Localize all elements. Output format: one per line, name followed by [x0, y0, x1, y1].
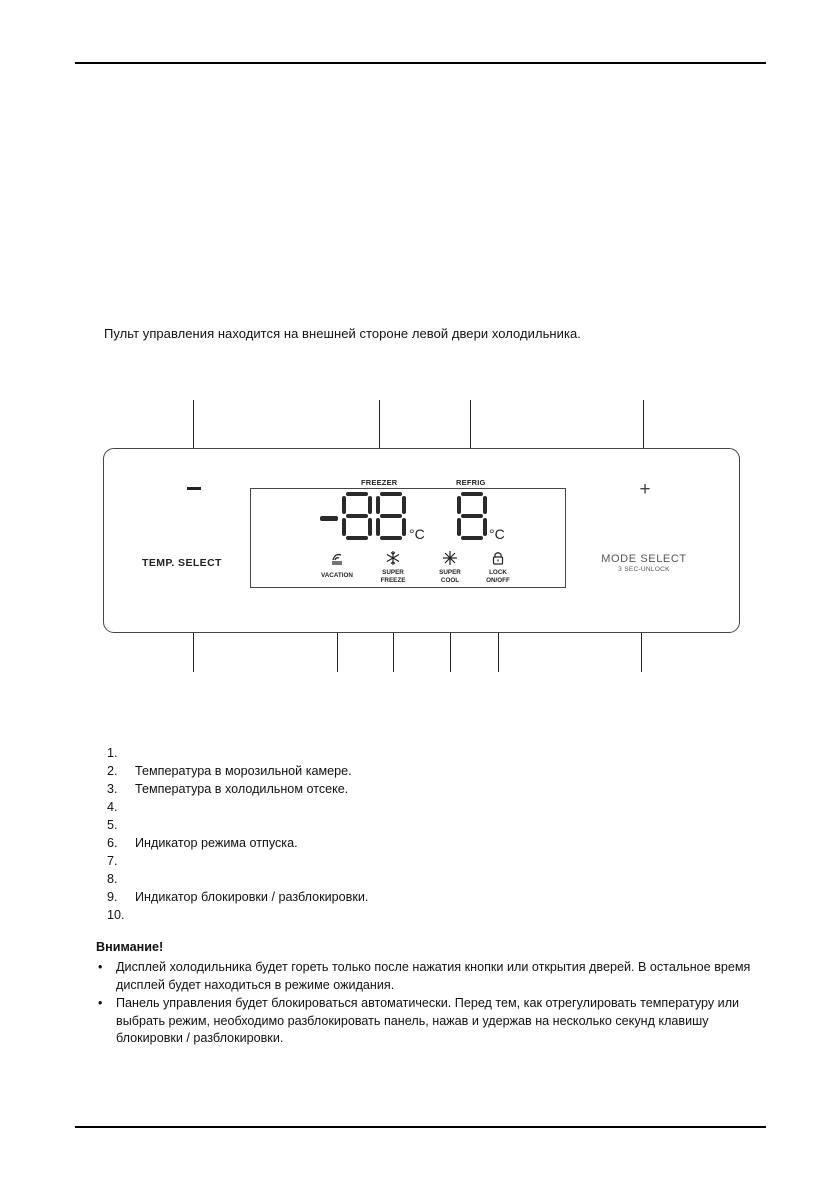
super-cool-label-line-1: SUPER — [439, 569, 461, 576]
list-item-number: 10. — [107, 908, 125, 922]
freezer-digit-1 — [342, 492, 372, 540]
snowflake-icon — [385, 550, 401, 566]
warning-bullet-text: Панель управления будет блокироваться автоматически. Перед тем, как отрегулировать температуру или выбрать режим, необходимо разблокировать панель, нажав и удержав на несколько секунд клавишу блокировки / разблокировки. — [116, 996, 740, 1045]
warning-bullet-text: Дисплей холодильника будет гореть только после нажатия кнопки или открытия дверей. В остальное время дисплей будет находиться в режиме ожидания. — [116, 960, 751, 992]
warning-title: Внимание! — [96, 940, 164, 954]
list-item-number: 8. — [107, 872, 118, 886]
refrig-label: REFRIG — [456, 478, 486, 487]
list-item-number: 4. — [107, 800, 118, 814]
super-freeze-label-line-2: FREEZE — [380, 576, 406, 584]
refrig-digit — [457, 492, 487, 540]
freezer-label: FREEZER — [361, 478, 398, 487]
list-item-number: 2. — [107, 764, 118, 778]
list-item-number: 5. — [107, 818, 118, 832]
list-item-number: 9. — [107, 890, 118, 904]
bullet-dot: • — [98, 996, 103, 1010]
super-freeze-label-line-1: SUPER — [382, 569, 404, 576]
temp-select-button[interactable]: TEMP. SELECT — [142, 557, 222, 569]
footer-rule — [75, 1126, 766, 1128]
lock-label-line-2: ON/OFF — [486, 576, 510, 584]
intro-text: Пульт управления находится на внешней стороне левой двери холодильника. — [104, 326, 581, 341]
list-item-text: Температура в морозильной камере. — [135, 764, 352, 778]
freezer-digit-2 — [376, 492, 406, 540]
lock-label — [478, 569, 518, 584]
list-item-text: Индикатор блокировки / разблокировки. — [135, 890, 369, 904]
bullet-dot: • — [98, 960, 103, 974]
freezer-unit: °C — [409, 526, 425, 542]
super-cool-label — [430, 569, 470, 584]
super-cool-label-line-2: COOL — [440, 576, 460, 584]
mode-select-subtitle: 3 SEC-UNLOCK — [618, 566, 670, 573]
super-freeze-label — [373, 569, 413, 584]
asterisk-icon — [442, 550, 458, 566]
freezer-minus-segment — [320, 516, 338, 521]
lock-icon — [491, 550, 505, 566]
list-item-number: 1. — [107, 746, 118, 760]
list-item-number: 3. — [107, 782, 118, 796]
header-rule — [75, 62, 766, 64]
refrig-unit: °C — [489, 526, 505, 542]
minus-button[interactable] — [187, 487, 201, 490]
list-item-text: Индикатор режима отпуска. — [135, 836, 298, 850]
list-item-text: Температура в холодильном отсеке. — [135, 782, 349, 796]
mode-select-button[interactable]: MODE SELECT — [601, 553, 687, 565]
list-item-number: 7. — [107, 854, 118, 868]
lock-label-line-1: LOCK — [489, 569, 507, 576]
vacation-label: VACATION — [321, 572, 353, 579]
plus-button[interactable]: + — [639, 479, 651, 500]
list-item-number: 6. — [107, 836, 118, 850]
vacation-icon — [329, 550, 345, 566]
